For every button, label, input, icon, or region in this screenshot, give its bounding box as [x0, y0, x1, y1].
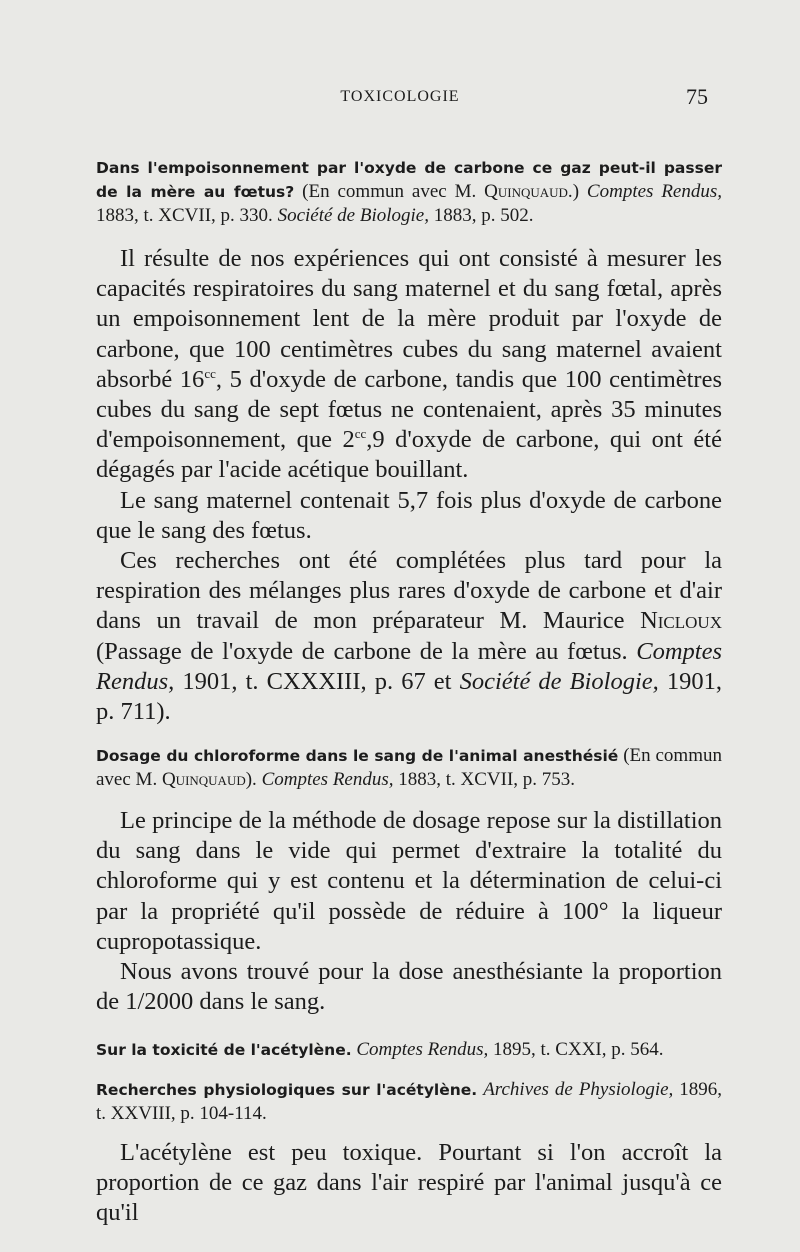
entry-heading-3: [96, 1038, 722, 1062]
entry-text: (En commun avec M.: [96, 745, 722, 790]
entry-heading-2: [96, 744, 722, 792]
body-text-block-3: [96, 1138, 722, 1229]
body-text-block-2: [96, 806, 722, 1017]
entry-text: ).: [245, 769, 262, 790]
entry-text: 1883, t. XCVII, p. 753.: [393, 769, 576, 790]
journal-name: Société de Biologie,: [459, 667, 659, 695]
paragraph: Le sang maternel contenait 5,7 fois plus d'oxyde de carbone que le sang des fœtus.: [96, 486, 722, 544]
entry-text: 1883, t. XCVII, p. 330.: [96, 205, 278, 226]
page-number: 75: [686, 84, 708, 109]
paragraph: L'acétylène est peu toxique. Pourtant si l'on accroît la proportion de ce gaz dans l'air respiré par l'animal jusqu'à ce qu'il: [96, 1139, 722, 1227]
page-header: [0, 84, 800, 114]
paragraph: Le principe de la méthode de dosage repose sur la distillation du sang dans le vide qui permet d'extraire la totalité du chloroforme qui y est contenu et la détermination de celui-ci par la propriété qu'il possède de réduire à 100° la liqueur cupropotassique.: [96, 807, 722, 955]
entry-text: 1895, t. CXXI, p. 564.: [488, 1039, 664, 1060]
author-name: Quinquaud: [161, 769, 246, 790]
journal-name: Archives de Physiologie,: [483, 1079, 674, 1100]
paragraph: Nous avons trouvé pour la dose anesthésiante la proportion de 1/2000 dans le sang.: [96, 958, 722, 1016]
author-name: Quinquaud.: [484, 181, 573, 202]
text-run: 1901, p. 711).: [96, 667, 723, 726]
journal-name: Comptes Rendus,: [261, 769, 394, 790]
journal-name: Comptes Rendus,: [356, 1039, 489, 1060]
entry-text: ): [572, 181, 587, 202]
text-run: (Passage de l'oxyde de carbone de la mère au fœtus.: [96, 637, 637, 665]
entry-title: Dans l'empoisonnement par l'oxyde de carbone ce gaz peut-il passer de la mère au fœtus?: [96, 159, 722, 201]
text-run: , 5 d'oxyde de carbone, tandis que 100 centimètres cubes du sang de sept fœtus ne contenaient, après 35 minutes d'empoisonnement, que 2: [96, 365, 722, 454]
entry-title: Dosage du chloroforme dans le sang de l'animal anesthésié: [96, 747, 619, 765]
journal-name: Société de Biologie,: [277, 205, 429, 226]
entry-heading-4: [96, 1078, 722, 1126]
text-run: Ces recherches ont été complétées plus tard pour la respiration des mélanges plus rares d'oxyde de carbone et d'air dans un travail de mon préparateur M. Maurice: [96, 547, 722, 635]
superscript: cc: [204, 365, 216, 381]
superscript: cc: [354, 426, 367, 442]
text-run: 1901, t. CXXXIII, p. 67 et: [174, 667, 460, 695]
entry-text: 1883, p. 502.: [428, 205, 534, 226]
text-run: ,9 d'oxyde de carbone, qui ont été dégagés par l'acide acétique bouillant.: [96, 426, 722, 484]
person-name: Nicloux: [640, 607, 722, 635]
body-text-block-1: [96, 244, 722, 727]
entry-title: Recherches physiologiques sur l'acétylène.: [96, 1081, 478, 1099]
text-run: Il résulte de nos expériences qui ont consisté à mesurer les capacités respiratoires du sang maternel et du sang fœtal, après un empoisonnement lent de la mère produit par l'oxyde de carbone, que 100 centimètres cubes du sang maternel avaient absorbé 16: [96, 245, 722, 393]
running-title: TOXICOLOGIE: [340, 88, 460, 105]
paragraph: [96, 244, 722, 486]
entry-text: (En commun avec M.: [294, 181, 485, 202]
paragraph: [96, 546, 722, 727]
entry-heading-1: [96, 156, 722, 228]
journal-name: Comptes Rendus,: [586, 181, 723, 202]
journal-name: Comptes Rendus,: [96, 637, 722, 695]
entry-title: Sur la toxicité de l'acétylène.: [96, 1041, 352, 1059]
entry-text: 1896, t. XXVIII, p. 104-114.: [96, 1079, 723, 1124]
